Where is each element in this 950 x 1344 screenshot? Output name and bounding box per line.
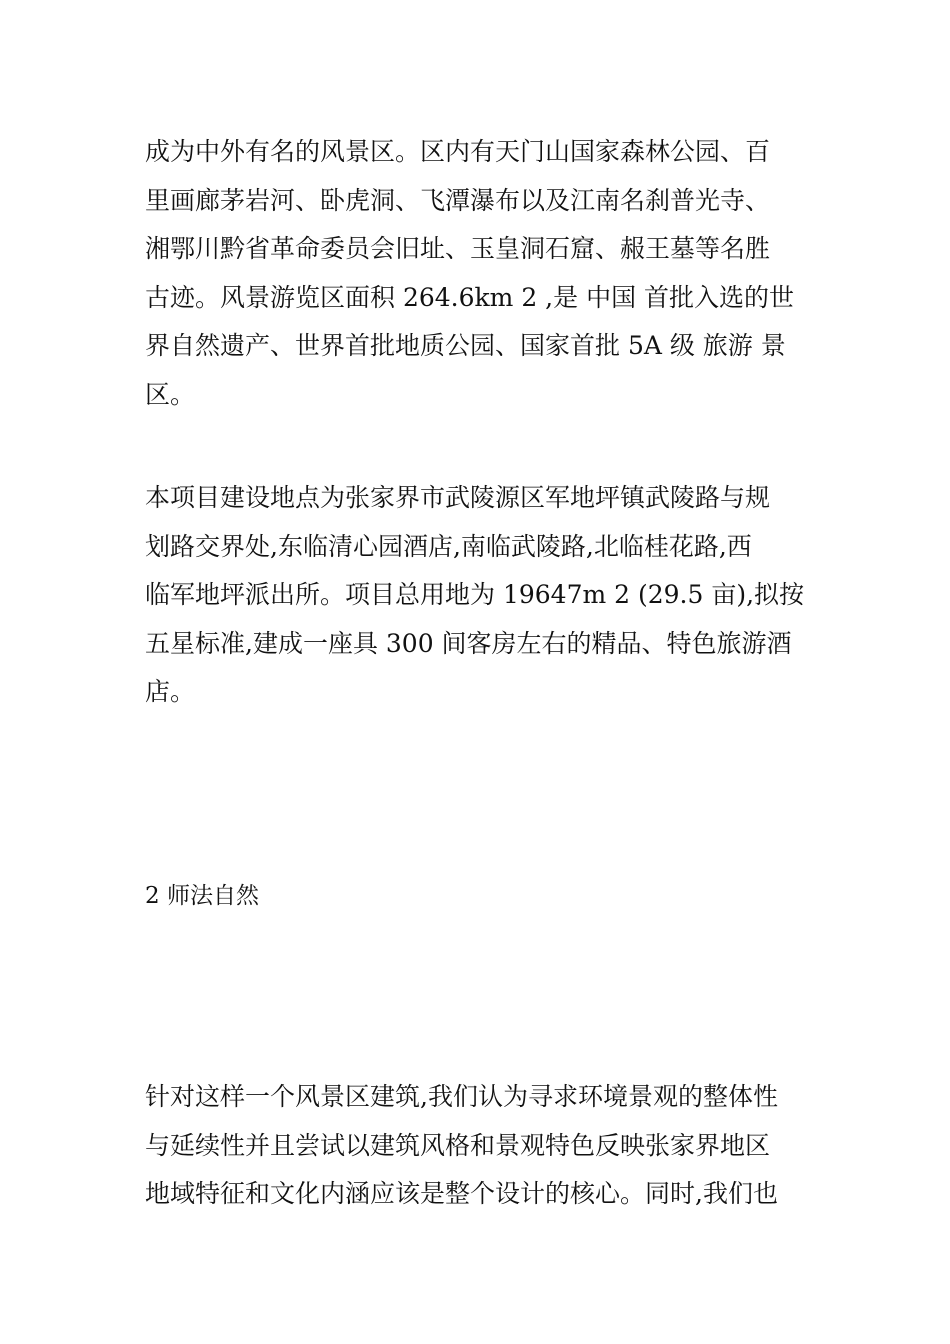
paragraph-project-location: 本项目建设地点为张家界市武陵源区军地坪镇武陵路与规 划路交界处,东临清心园酒店,南临武陵路,北临桂花路,西 临军地坪派出所。项目总用地为 19647m 2 (29.5 亩),拟按 五星标准,建成一座具 300 间客房左右的精品、特色旅游酒 店。 xyxy=(145,483,805,707)
section-heading: 2 师法自然 xyxy=(145,883,259,909)
paragraph-scenic-area: 成为中外有名的风景区。区内有天门山国家森林公园、百 里画廊茅岩河、卧虎洞、飞潭瀑布以及江南名刹普光寺、 湘鄂川黔省革命委员会旧址、玉皇洞石窟、赧王墓等名胜 古迹。风景游览区面积 264.6km 2 ,是 中国 首批入选的世 界自然遗产、世界首批地质公园、国家首批 5A 级 旅游 景 区。 xyxy=(145,137,795,409)
paragraph-design-concept: 针对这样一个风景区建筑,我们认为寻求环境景观的整体性 与延续性并且尝试以建筑风格和景观特色反映张家界地区 地域特征和文化内涵应该是整个设计的核心。同时,我们也 xyxy=(145,1082,778,1209)
